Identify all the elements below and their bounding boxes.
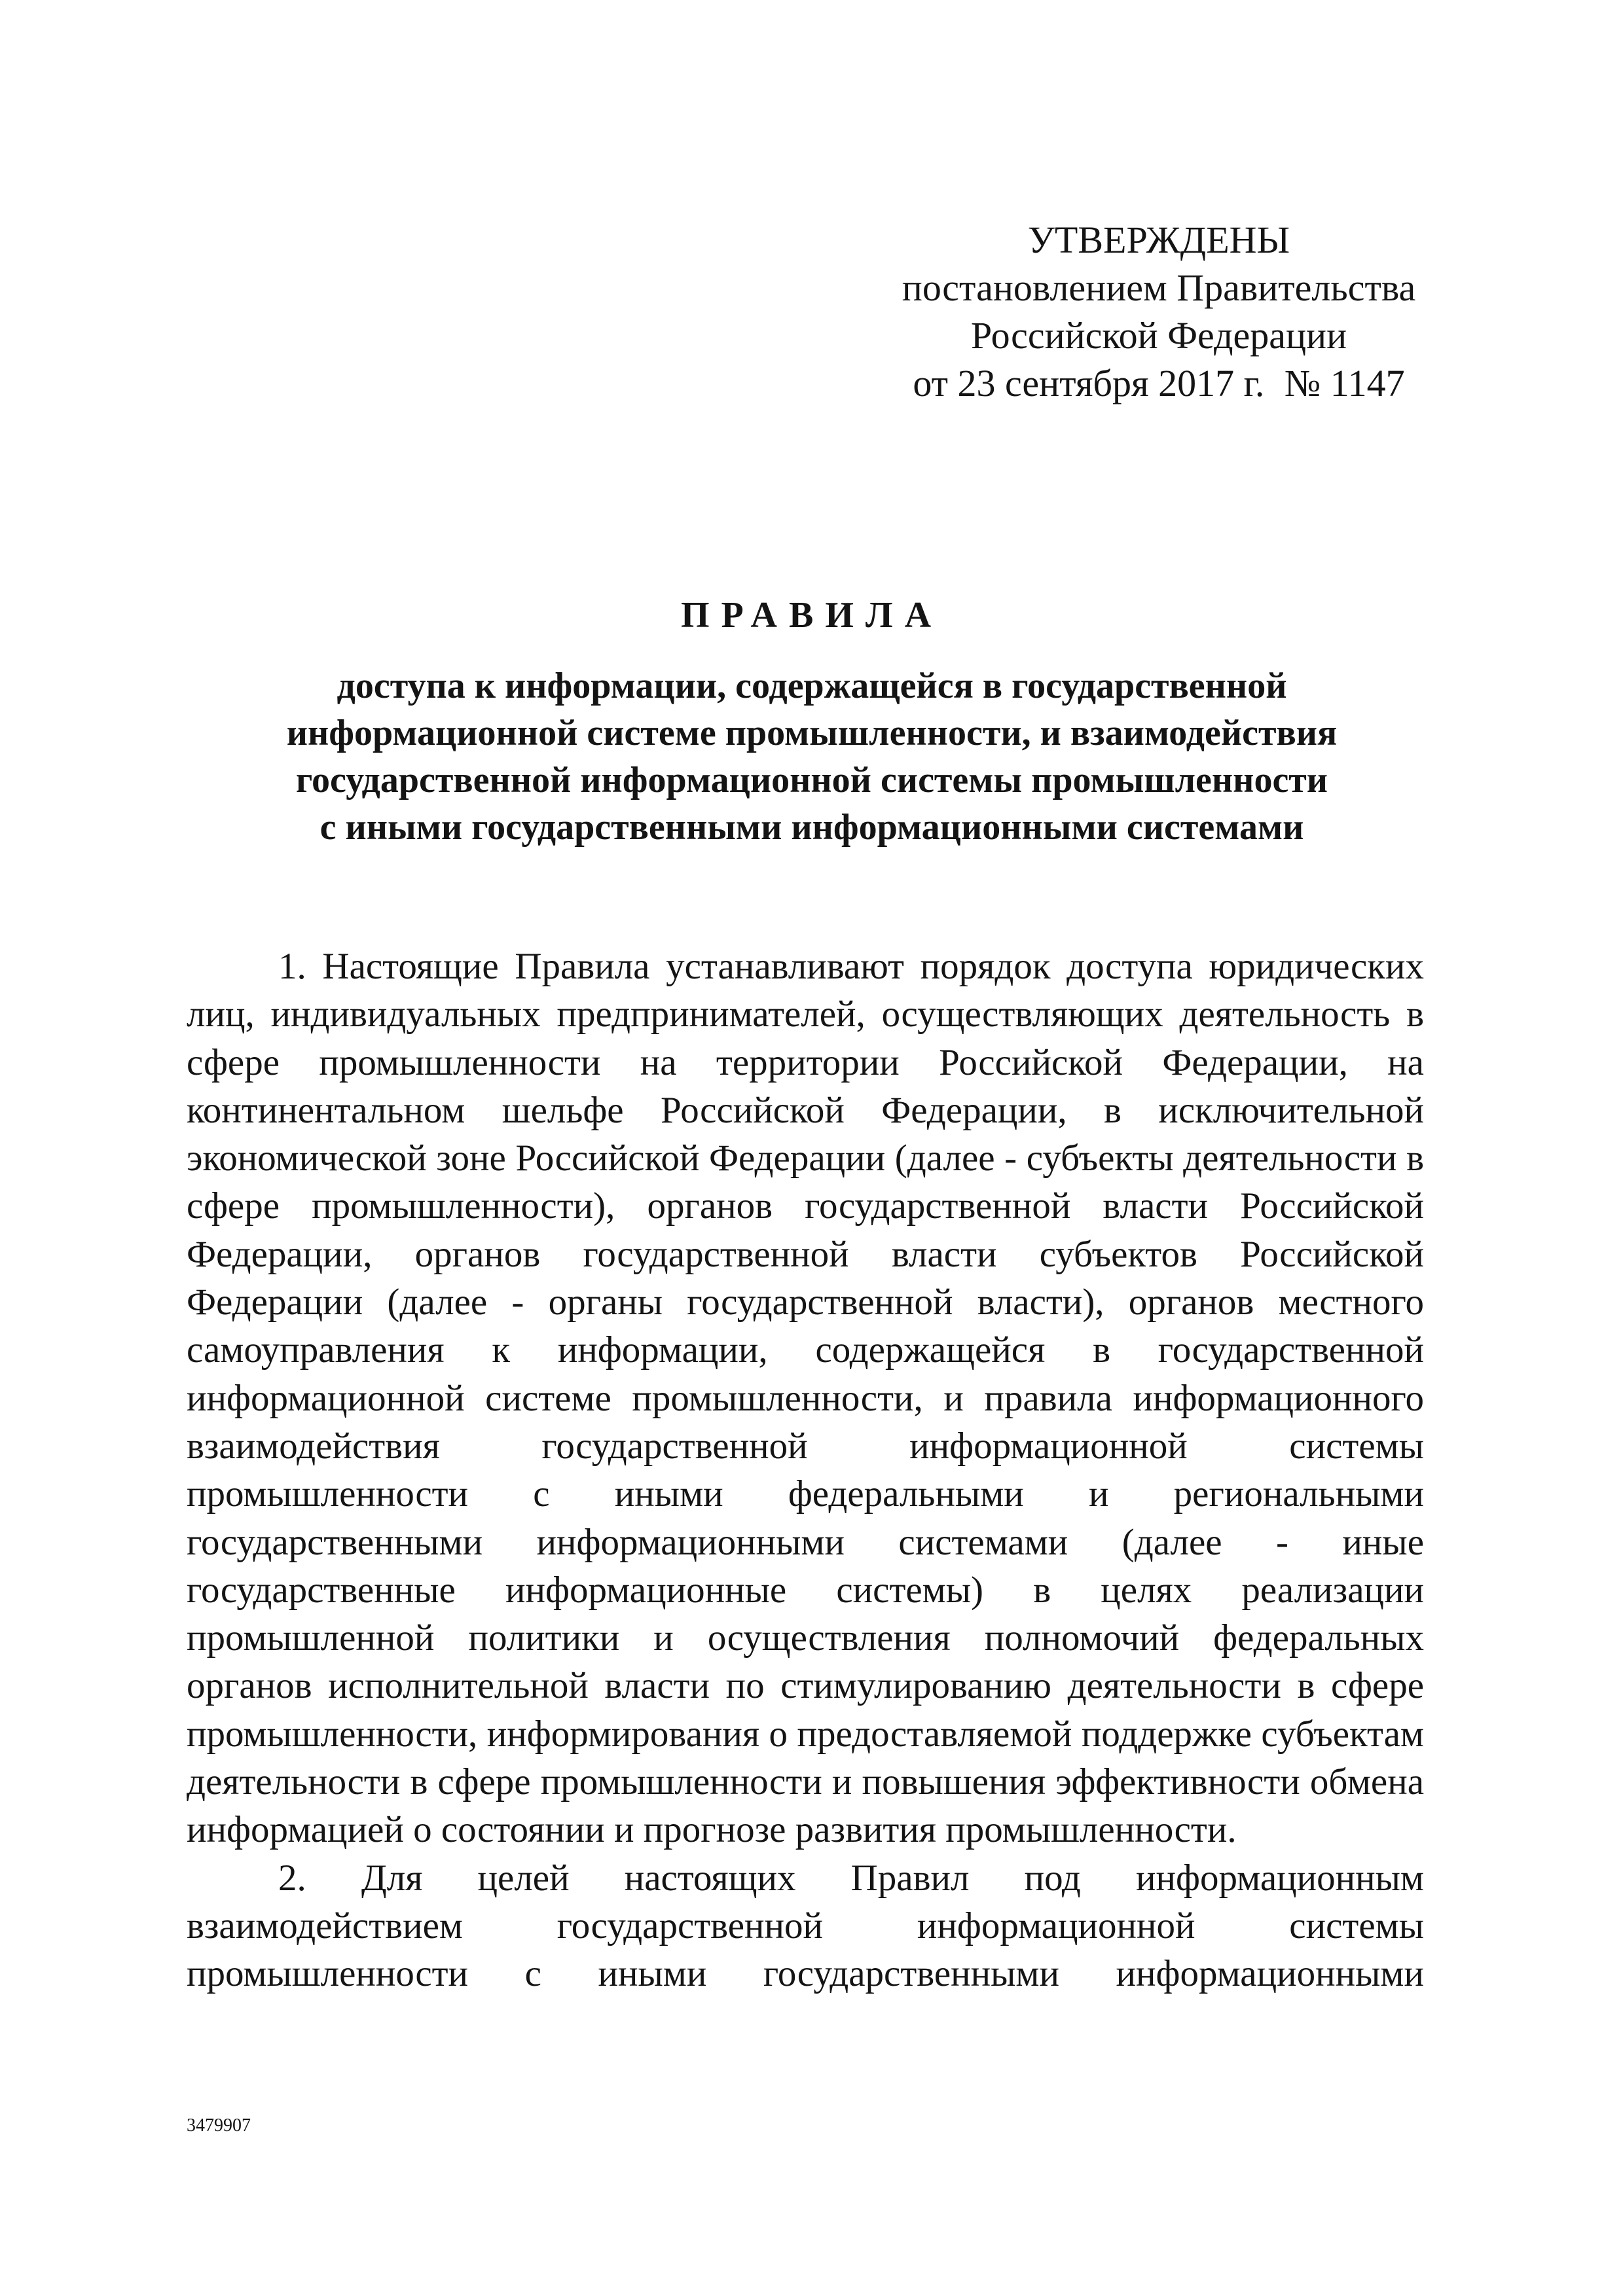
- approval-line-2: Российской Федерации: [970, 314, 1347, 357]
- document-code: 3479907: [187, 2115, 251, 2136]
- approval-number: 1147: [1330, 362, 1405, 404]
- paragraph-1: 1. Настоящие Правила устанавливают порядок доступа юридических лиц, индивидуальных предпринимателей, осуществляющих деятельность в сфере промышленности на территории Российской Федерации, на континентальном шельфе Российской Федерации, в исключительной экономической зоне Российской Федерации (далее - субъекты деятельности в сфере промышленности), органов государственной власти Российской Федерации, органов государственной власти субъектов Российской Федерации (далее - органы государственной власти), органов местного самоуправления к информации, содержащейся в государственной информационной системе промышленности, и правила информационного взаимодействия государственной информационной системы промышленности с иными федеральными и региональными государственными информационными системами (далее - иные государственные информационные системы) в целях реализации промышленной политики и осуществления полномочий федеральных органов исполнительной власти по стимулированию деятельности в сфере промышленности, информирования о предоставляемой поддержке субъектам деятельности в сфере промышленности и повышения эффективности обмена информацией о состоянии и прогнозе развития промышленности.: [187, 946, 1424, 1851]
- document-subtitle: [164, 662, 1460, 851]
- approval-heading: УТВЕРЖДЕНЫ: [1027, 219, 1290, 261]
- subtitle-line-3: государственной информационной системы промышленности: [295, 760, 1328, 800]
- approval-number-sign: №: [1284, 362, 1321, 404]
- approval-date: от 23 сентября 2017 г.: [913, 362, 1265, 404]
- paragraph-2: 2. Для целей настоящих Правил под информационным взаимодействием государственной информационной системы промышленности с иными государственными информационными: [187, 1857, 1424, 1995]
- approval-block: [864, 216, 1453, 407]
- document-title: ПРАВИЛА: [680, 595, 943, 636]
- approval-date-line: [864, 359, 1453, 407]
- approval-line-1: постановлением Правительства: [902, 266, 1416, 309]
- subtitle-line-2: информационной системе промышленности, и взаимодействия: [286, 713, 1338, 753]
- subtitle-line-4: с иными государственными информационными системами: [319, 807, 1304, 848]
- subtitle-line-1: доступа к информации, содержащейся в государственной: [337, 666, 1287, 706]
- document-body: [187, 942, 1424, 1998]
